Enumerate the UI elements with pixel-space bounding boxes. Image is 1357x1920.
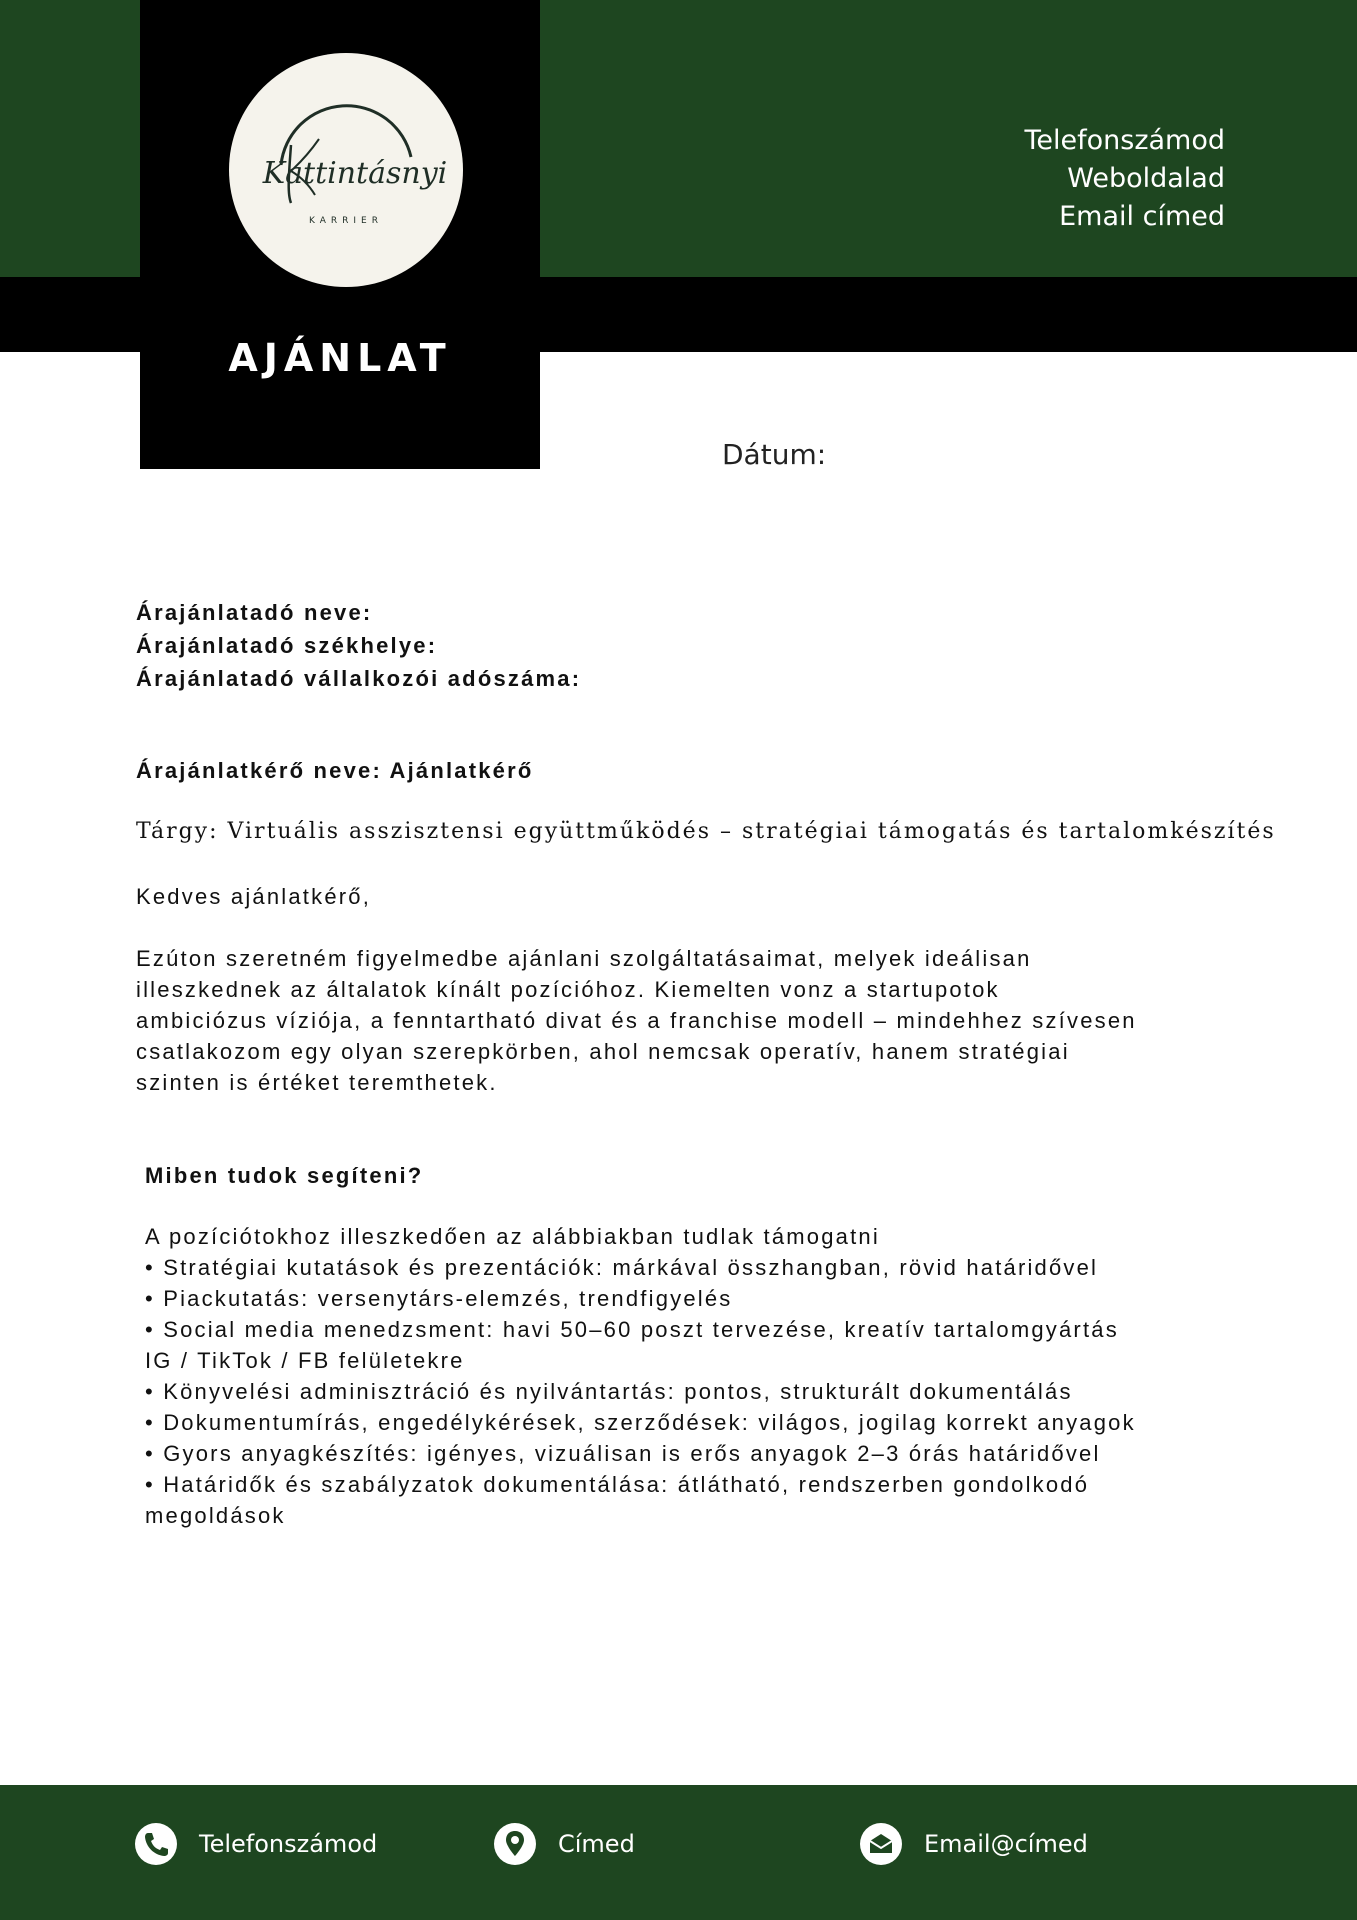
logo-icon (229, 53, 463, 287)
footer-email (860, 1822, 1088, 1866)
intro-line: ambiciózus víziója, a fenntartható divat és a franchise modell – mindehhez szívesen (136, 1008, 1137, 1033)
list-item: • Piackutatás: versenytárs-elemzés, trendfigyelés (145, 1286, 733, 1311)
footer-email-text: Email@címed (924, 1830, 1088, 1858)
help-section (145, 1160, 1235, 1531)
footer-phone-text: Telefonszámod (199, 1830, 378, 1858)
intro-line: csatlakozom egy olyan szerepkörben, ahol nemcsak operatív, hanem stratégiai (136, 1039, 1070, 1064)
list-item: • Dokumentumírás, engedélykérések, szerződések: világos, jogilag korrekt anyagok (145, 1410, 1136, 1435)
header-contacts (1024, 122, 1225, 236)
list-item: • Könyvelési adminisztráció és nyilvántartás: pontos, strukturált dokumentálás (145, 1379, 1073, 1404)
date-label: Dátum: (722, 438, 827, 471)
location-pin-icon (494, 1823, 536, 1865)
footer-address-text: Címed (558, 1830, 635, 1858)
header-phone-text: Telefonszámod (1024, 125, 1225, 156)
intro-line: szinten is értéket teremthetek. (136, 1070, 498, 1095)
offerer-tax-label: Árajánlatadó vállalkozói adószáma: (136, 666, 582, 691)
greeting: Kedves ajánlatkérő, (136, 884, 372, 909)
list-item: • Határidők és szabályzatok dokumentálása: átlátható, rendszerben gondolkodó (145, 1472, 1090, 1497)
list-item: megoldások (145, 1503, 286, 1528)
help-list (145, 1221, 1235, 1531)
intro-line: illeszkednek az általatok kínált pozícióhoz. Kiemelten vonz a startupotok (136, 977, 1000, 1002)
logo-sub-text: KARRIER (308, 216, 384, 226)
list-item: IG / TikTok / FB felületekre (145, 1348, 465, 1373)
phone-icon (135, 1823, 177, 1865)
logo-script-text: Kattintásnyi (262, 156, 448, 191)
subject-line: Tárgy: Virtuális asszisztensi együttműködés – stratégiai támogatás és tartalomkészítés (136, 819, 1276, 844)
envelope-icon (860, 1823, 902, 1865)
list-item: • Gyors anyagkészítés: igényes, vizuálisan is erős anyagok 2–3 órás határidővel (145, 1441, 1101, 1466)
page-title: AJÁNLAT (228, 336, 452, 380)
list-item: • Social media menedzsment: havi 50–60 poszt tervezése, kreatív tartalomgyártás (145, 1317, 1119, 1342)
footer-address (494, 1822, 635, 1866)
header-website-text: Weboldalad (1067, 163, 1225, 194)
footer-phone (135, 1822, 377, 1866)
help-heading: Miben tudok segíteni? (145, 1163, 424, 1188)
list-item: • Stratégiai kutatások és prezentációk: márkával összhangban, rövid határidővel (145, 1255, 1099, 1280)
offerer-seat-label: Árajánlatadó székhelye: (136, 633, 438, 658)
requester-line: Árajánlatkérő neve: Ajánlatkérő (136, 758, 534, 783)
offerer-name-label: Árajánlatadó neve: (136, 600, 373, 625)
letter-body (136, 596, 1276, 1098)
intro-paragraph (136, 943, 1226, 1098)
intro-line: Ezúton szeretném figyelmedbe ajánlani szolgáltatásaimat, melyek ideálisan (136, 946, 1032, 971)
list-item: A pozíciótokhoz illeszkedően az alábbiakban tudlak támogatni (145, 1224, 880, 1249)
header-email-text: Email címed (1059, 201, 1225, 232)
